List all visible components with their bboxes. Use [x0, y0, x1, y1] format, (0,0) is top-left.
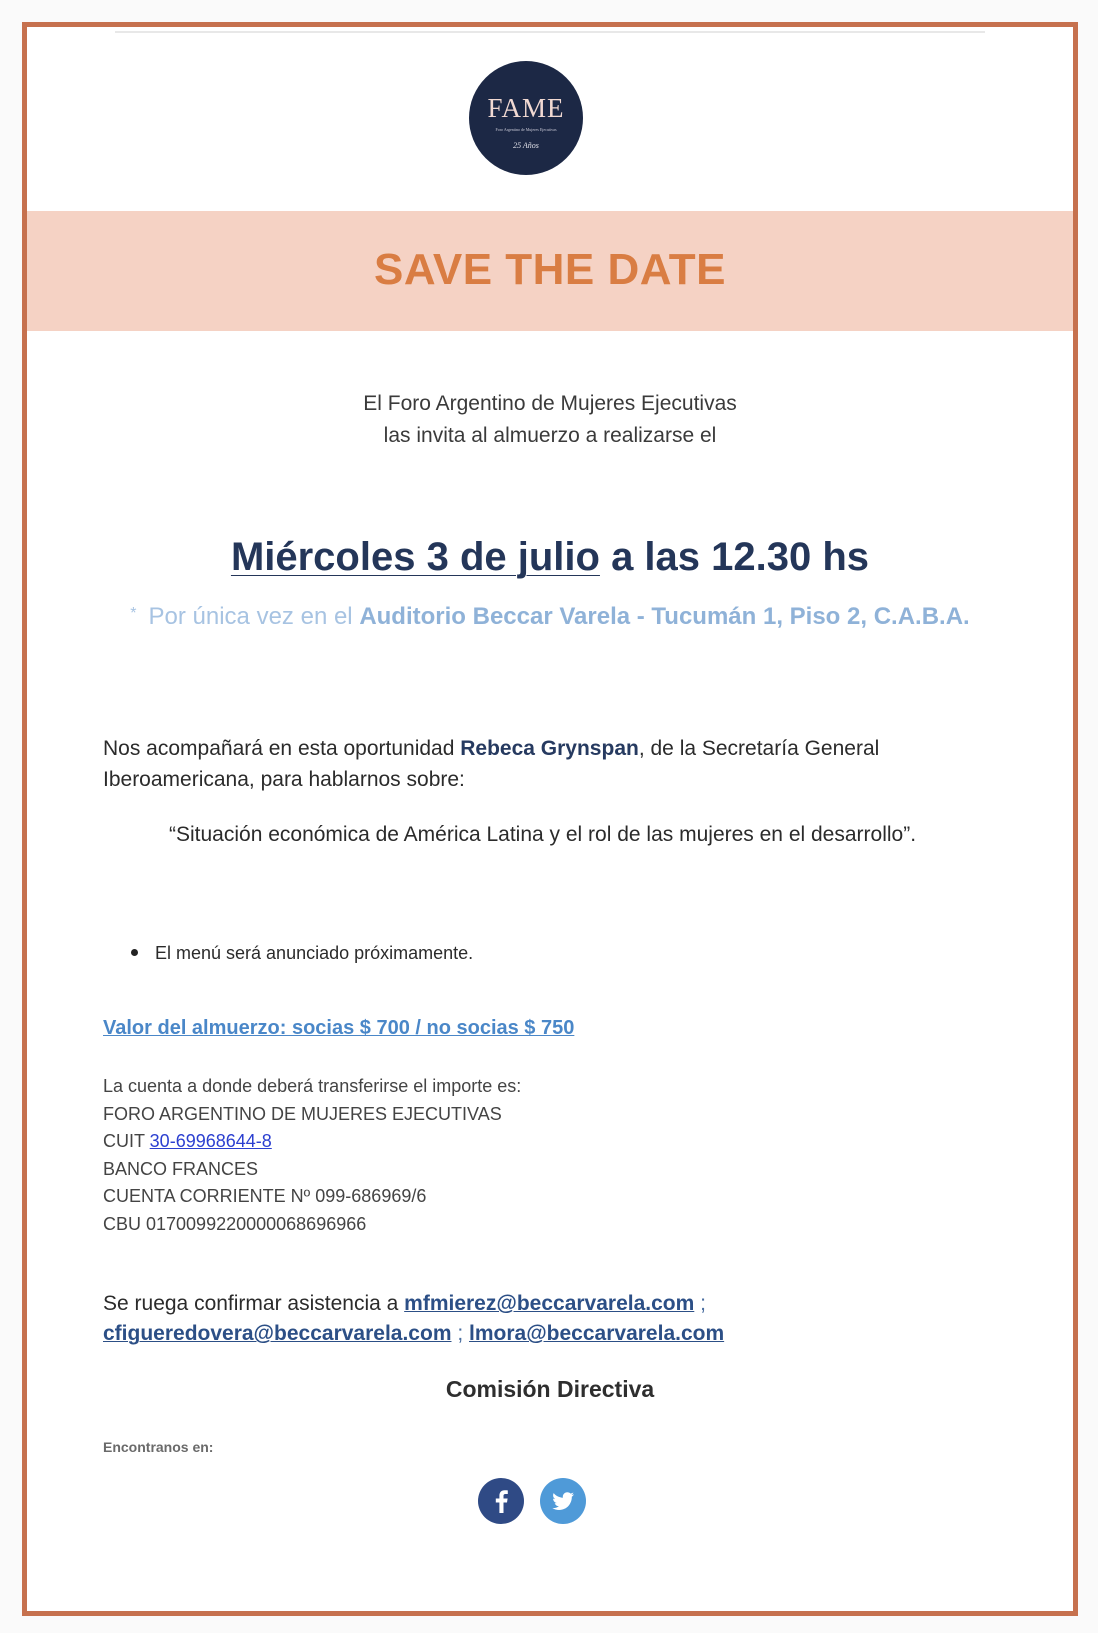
rsvp-paragraph: [103, 1289, 724, 1349]
account-bank: BANCO FRANCES: [103, 1158, 259, 1179]
account-name: FORO ARGENTINO DE MUJERES EJECUTIVAS: [103, 1103, 502, 1124]
signature: Comisión Directiva: [445, 1376, 655, 1402]
venue-prefix: Por única vez en el: [148, 603, 360, 630]
facebook-icon: [478, 1478, 524, 1524]
rsvp-email-1[interactable]: mfmierez@beccarvarela.com: [404, 1292, 695, 1315]
cuit-link[interactable]: 30-69968644-8: [149, 1131, 272, 1151]
twitter-icon: [540, 1478, 586, 1524]
venue-asterisk: *: [130, 605, 137, 622]
talk-topic: “Situación económica de América Latina y el rol de las mujeres en el desarrollo”.: [169, 823, 917, 846]
bank-account-details: [103, 1073, 521, 1238]
speaker-name: Rebeca Grynspan: [460, 737, 639, 760]
logo-years: 25 Años: [513, 141, 539, 150]
venue-name: Auditorio Beccar Varela - Tucumán 1, Piso 2, C.A.B.A.: [359, 603, 970, 630]
speaker-text-1: Nos acompañará: [103, 737, 263, 760]
facebook-button[interactable]: [478, 1478, 524, 1524]
speaker-text-3: , de la Secretaría General Iberoamericana, para hablarnos sobre:: [103, 737, 880, 791]
invitation-card: [22, 22, 1078, 1616]
lunch-price-link[interactable]: Valor del almuerzo: socias $ 700 / no socias $ 750: [103, 1017, 575, 1039]
menu-note: [131, 943, 473, 964]
find-us-label: Encontranos en:: [103, 1439, 214, 1455]
account-intro: La cuenta a donde deberá transferirse el importe es:: [103, 1076, 522, 1096]
logo-wordmark: FAME: [487, 93, 565, 123]
rsvp-separator-2: ;: [451, 1322, 470, 1345]
event-date-day: Miércoles 3 de julio: [230, 535, 600, 579]
fame-logo: [469, 61, 583, 175]
event-venue: [107, 597, 993, 633]
menu-note-text: El menú será anunciado próximamente.: [155, 943, 474, 963]
event-date: [27, 535, 1073, 580]
speaker-text-2: en esta oportunidad: [262, 737, 461, 760]
twitter-button[interactable]: [540, 1478, 586, 1524]
rsvp-prefix: Se ruega confirmar asistencia a: [103, 1292, 405, 1315]
cuit-label: CUIT: [103, 1131, 150, 1151]
account-cuit: [103, 1128, 521, 1156]
top-divider: [115, 31, 985, 33]
rsvp-email-2[interactable]: cfigueredovera@beccarvarela.com: [103, 1322, 452, 1345]
account-cbu: CBU 0170099220000068696966: [103, 1213, 367, 1234]
account-checking: CUENTA CORRIENTE Nº 099-686969/6: [103, 1186, 427, 1206]
save-the-date-banner: [27, 211, 1073, 331]
intro-line-2: las invita al almuerzo a realizarse el: [383, 424, 717, 447]
rsvp-email-3[interactable]: lmora@beccarvarela.com: [469, 1322, 725, 1345]
logo-subtitle: Foro Argentino de Mujeres Ejecutivas: [495, 127, 557, 132]
banner-title: SAVE THE DATE: [373, 245, 726, 294]
rsvp-separator-1: ;: [694, 1292, 706, 1315]
bullet-dot: [131, 949, 138, 956]
speaker-paragraph: [103, 733, 963, 795]
event-date-time: a las 12.30 hs: [599, 535, 870, 579]
intro-line-1: El Foro Argentino de Mujeres Ejecutivas: [363, 392, 737, 415]
